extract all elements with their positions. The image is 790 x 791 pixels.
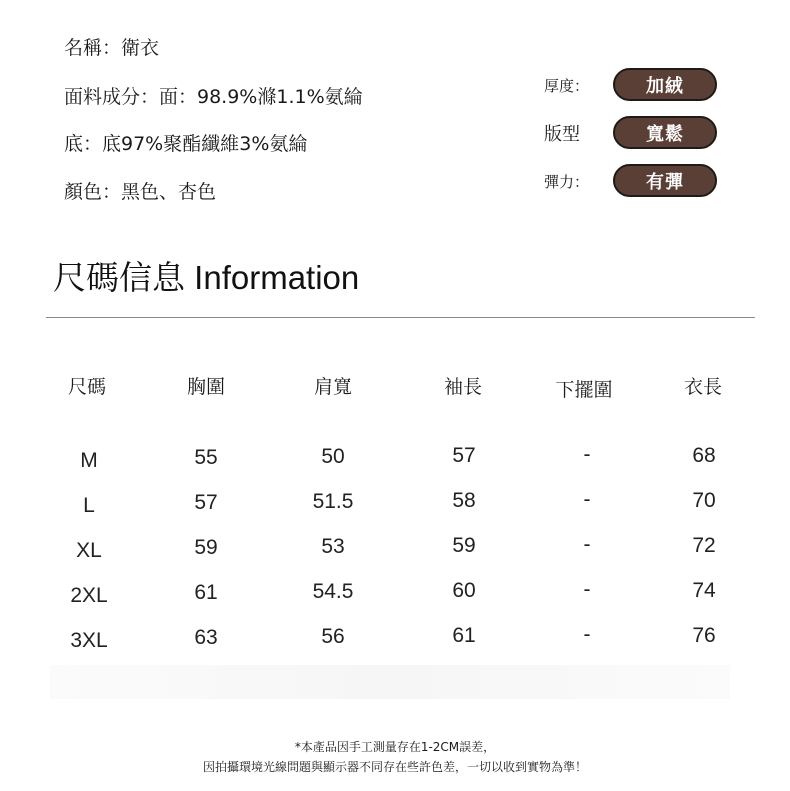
header-chest: 胸圍 <box>186 376 226 398</box>
cell-size: XL <box>76 539 102 562</box>
cell-chest: 63 <box>194 626 218 649</box>
cell-sleeve: 60 <box>452 579 476 602</box>
cell-sleeve: 59 <box>452 534 476 557</box>
color-note: 因拍攝環境光線問題與顯示器不同存在些許色差，一切以收到實物為準！ <box>202 760 587 774</box>
header-length: 衣長 <box>683 376 723 398</box>
title-divider <box>46 317 755 318</box>
table-footer-band <box>50 665 730 699</box>
fit-label: 版型 <box>544 124 580 145</box>
size-info-title: 尺碼信息 Information <box>53 259 360 296</box>
thickness-pill: 加絨 <box>613 68 717 101</box>
cell-chest: 55 <box>194 446 218 469</box>
cell-shoulder: 51.5 <box>312 490 354 513</box>
cell-length: 72 <box>692 534 716 557</box>
header-sleeve: 袖長 <box>443 376 483 398</box>
cell-size: 3XL <box>70 629 108 652</box>
cell-length: 70 <box>692 489 716 512</box>
cell-sleeve: 61 <box>452 624 476 647</box>
cell-size: 2XL <box>70 584 108 607</box>
cell-chest: 57 <box>194 491 218 514</box>
thickness-label: 厚度： <box>544 77 590 95</box>
cell-hem: - <box>583 578 591 601</box>
cell-chest: 61 <box>194 581 218 604</box>
cell-hem: - <box>583 443 591 466</box>
cell-length: 76 <box>692 624 716 647</box>
cell-hem: - <box>583 533 591 556</box>
cell-size: L <box>83 494 95 517</box>
header-shoulder: 肩寬 <box>313 376 353 398</box>
header-hem: 下擺圍 <box>555 379 613 401</box>
measurement-note: *本產品因手工測量存在1-2CM誤差， <box>294 740 496 754</box>
spec-name: 名稱：衛衣 <box>64 37 160 59</box>
spec-lining: 底：底97%聚酯纖維3%氨綸 <box>64 133 308 155</box>
spec-fabric: 面料成分：面：98.9%滌1.1%氨綸 <box>64 86 363 108</box>
cell-shoulder: 53 <box>321 535 345 558</box>
cell-hem: - <box>583 623 591 646</box>
cell-length: 68 <box>692 444 716 467</box>
cell-chest: 59 <box>194 536 218 559</box>
cell-hem: - <box>583 488 591 511</box>
cell-shoulder: 54.5 <box>312 580 354 603</box>
cell-sleeve: 57 <box>452 444 476 467</box>
elasticity-label: 彈力： <box>544 173 590 191</box>
fit-pill: 寬鬆 <box>613 116 717 149</box>
header-size: 尺碼 <box>67 376 107 398</box>
cell-shoulder: 56 <box>321 625 345 648</box>
cell-shoulder: 50 <box>321 445 345 468</box>
spec-color: 顏色：黑色、杏色 <box>64 181 217 203</box>
cell-size: M <box>80 449 98 472</box>
cell-sleeve: 58 <box>452 489 476 512</box>
elasticity-pill: 有彈 <box>613 164 717 197</box>
cell-length: 74 <box>692 579 716 602</box>
